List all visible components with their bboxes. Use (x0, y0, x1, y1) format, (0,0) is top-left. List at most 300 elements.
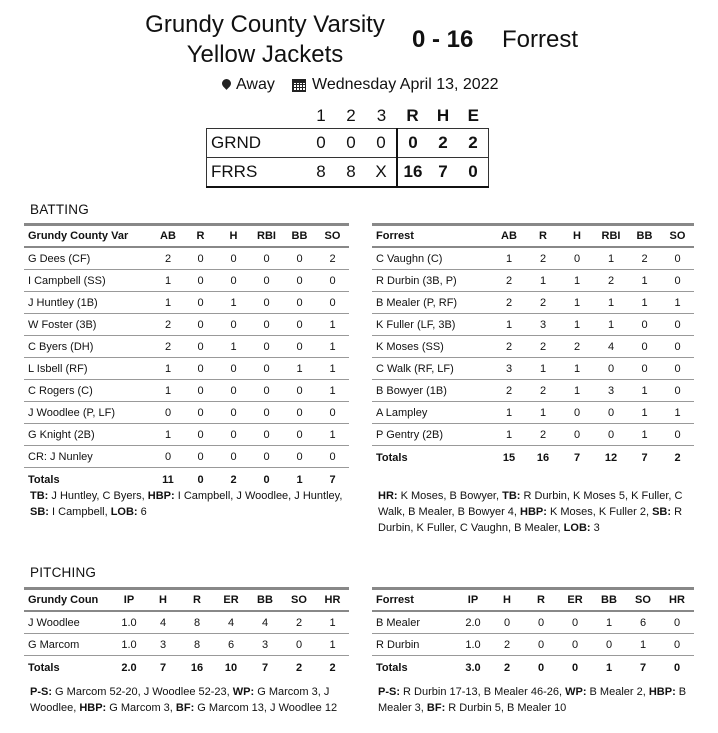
note-value: G Marcom 52-20, J Woodlee 52-23, (52, 686, 233, 698)
totals-label: Totals (28, 473, 60, 486)
stat-cell: 1 (316, 336, 349, 358)
player-name: P Gentry (2B) (372, 424, 492, 446)
stat-cell: 1 (628, 380, 661, 402)
note-value: G Marcom 13, J Woodlee 12 (194, 702, 338, 714)
note-key: P-S: (30, 686, 52, 698)
batting-table-away (372, 223, 694, 469)
stat-cell: 4 (248, 611, 282, 634)
stat-column-header: R (184, 225, 217, 248)
stat-cell: 1 (316, 634, 349, 656)
stat-cell: 2 (526, 292, 560, 314)
stat-cell: 2 (490, 634, 524, 656)
stat-cell: 1 (283, 358, 316, 380)
stat-cell: 1 (316, 611, 349, 634)
linescore-cell: 2 (428, 129, 458, 158)
note-value: K Moses, B Bowyer, (397, 490, 503, 502)
player-name: K Moses (SS) (372, 336, 492, 358)
player-name: B Mealer (P, RF) (372, 292, 492, 314)
stat-cell: 0 (661, 336, 694, 358)
note-key: HBP: (79, 702, 107, 714)
stat-column-header: SO (316, 225, 349, 248)
stat-cell: 1 (594, 247, 628, 270)
table-row (372, 292, 694, 314)
home-team-name (120, 10, 410, 70)
linescore-header-cell (207, 104, 307, 129)
stat-cell: 0 (250, 314, 283, 336)
totals-cell: 2 (295, 661, 303, 674)
table-row (24, 247, 349, 270)
totals-cell: 2 (230, 473, 237, 486)
note-key: WP: (565, 686, 587, 698)
linescore-team-abbr: FRRS (207, 158, 307, 188)
stat-cell: 2 (492, 270, 526, 292)
batting-notes-away (378, 488, 690, 536)
stat-cell: 1 (594, 314, 628, 336)
stat-column-header: BB (592, 589, 626, 612)
pitching-section-title: PITCHING (30, 565, 97, 580)
stat-column-header: H (560, 225, 594, 248)
stat-cell: 0 (152, 446, 184, 468)
stat-cell: 0 (558, 634, 592, 656)
note-value: I Campbell, (48, 506, 111, 518)
linescore-cell: 0 (306, 129, 336, 158)
stat-column-header: IP (112, 589, 146, 612)
linescore-cell: 16 (397, 158, 428, 188)
stat-cell: 0 (184, 358, 217, 380)
stat-cell: 1 (628, 402, 661, 424)
stat-cell: 0 (661, 380, 694, 402)
linescore-row (207, 158, 489, 188)
batting-table-home (24, 223, 349, 491)
stat-cell: 0 (560, 247, 594, 270)
stat-cell: 0 (660, 611, 694, 634)
linescore-header-cell: H (436, 106, 450, 125)
note-key: WP: (232, 686, 255, 698)
stat-cell: 1 (217, 292, 250, 314)
stat-cell: 0 (628, 336, 661, 358)
stat-cell: 1 (316, 358, 349, 380)
pitching-notes-away (378, 684, 690, 716)
pitching-notes-home (30, 684, 346, 716)
team-column-header: Forrest (372, 225, 492, 248)
linescore-cell: 0 (458, 158, 489, 188)
stat-column-header: BB (628, 225, 661, 248)
pitching-table-away (372, 587, 694, 679)
note-value: G Marcom 3, (106, 702, 176, 714)
home-team-line2: Yellow Jackets (186, 41, 344, 68)
stat-cell: 0 (217, 380, 250, 402)
totals-cell: 2 (329, 661, 336, 674)
stat-column-header: RBI (594, 225, 628, 248)
totals-cell: 15 (502, 451, 516, 464)
note-value: K Moses, K Fuller 2, (546, 506, 653, 518)
table-row (372, 336, 694, 358)
player-name: I Campbell (SS) (24, 270, 152, 292)
note-key: TB: (502, 490, 521, 502)
totals-row (372, 446, 694, 470)
stat-cell: 1.0 (112, 611, 146, 634)
table-row (372, 424, 694, 446)
stat-column-header: ER (214, 589, 248, 612)
stat-cell: 2 (594, 270, 628, 292)
stat-cell: 0 (250, 358, 283, 380)
linescore-header-cell: R (406, 106, 419, 125)
stat-cell: 2 (526, 380, 560, 402)
table-row (372, 634, 694, 656)
stat-cell: 0 (217, 402, 250, 424)
stat-cell: 0 (283, 446, 316, 468)
player-name: L Isbell (RF) (24, 358, 152, 380)
stat-cell: 2 (526, 247, 560, 270)
player-name: R Durbin (372, 634, 456, 656)
table-row (372, 358, 694, 380)
table-row (24, 270, 349, 292)
stat-cell: 2 (152, 314, 184, 336)
table-row (24, 314, 349, 336)
stat-column-header: R (524, 589, 558, 612)
totals-cell: 0 (537, 661, 545, 674)
stat-cell: 0 (184, 247, 217, 270)
stat-cell: 0 (184, 424, 217, 446)
linescore-row (207, 129, 489, 158)
stat-cell: 0 (594, 358, 628, 380)
note-key: BF: (426, 702, 446, 714)
table-row (24, 402, 349, 424)
stat-cell: 0 (250, 270, 283, 292)
stat-column-header: H (217, 225, 250, 248)
stat-cell: 0 (283, 247, 316, 270)
stat-cell: 1 (526, 358, 560, 380)
table-row (372, 270, 694, 292)
table-row (372, 380, 694, 402)
totals-cell: 7 (261, 661, 269, 674)
stat-cell: 1.0 (112, 634, 146, 656)
stat-cell: 0 (661, 314, 694, 336)
table-row (24, 424, 349, 446)
stat-column-header: R (526, 225, 560, 248)
stat-cell: 4 (214, 611, 248, 634)
linescore-header-cell: 3 (376, 106, 387, 125)
stat-cell: 0 (152, 402, 184, 424)
stat-cell: 0 (184, 292, 217, 314)
stat-cell: 1 (592, 611, 626, 634)
totals-cell: 10 (224, 661, 238, 674)
linescore-cell: 7 (428, 158, 458, 188)
stat-cell: 1 (594, 292, 628, 314)
stat-cell: 0 (628, 358, 661, 380)
totals-cell: 0 (263, 473, 270, 486)
stat-cell: 2.0 (456, 611, 490, 634)
stat-cell: 1 (152, 380, 184, 402)
stat-cell: 8 (180, 611, 214, 634)
stat-cell: 2 (526, 424, 560, 446)
table-row (24, 358, 349, 380)
player-name: G Dees (CF) (24, 247, 152, 270)
player-name: CR: J Nunley (24, 446, 152, 468)
linescore-cell: X (366, 158, 397, 188)
player-name: B Bowyer (1B) (372, 380, 492, 402)
stat-cell: 0 (524, 634, 558, 656)
note-value: B Mealer 3, (378, 686, 687, 714)
stat-column-header: AB (492, 225, 526, 248)
totals-cell: 0 (673, 661, 681, 674)
totals-cell: 2.0 (121, 661, 137, 674)
linescore-cell: 2 (458, 129, 489, 158)
stat-cell: 2 (152, 247, 184, 270)
stat-cell: 0 (660, 634, 694, 656)
player-name: C Walk (RF, LF) (372, 358, 492, 380)
note-key: LOB: (110, 506, 138, 518)
table-row (24, 336, 349, 358)
note-value: I Campbell, J Woodlee, J Huntley, (174, 490, 343, 502)
table-row (24, 380, 349, 402)
stat-cell: 0 (184, 446, 217, 468)
stat-cell: 1 (492, 247, 526, 270)
stat-column-header: IP (456, 589, 490, 612)
player-name: J Woodlee (24, 611, 112, 634)
stat-cell: 6 (214, 634, 248, 656)
stat-column-header: BB (248, 589, 282, 612)
stat-cell: 1 (560, 358, 594, 380)
linescore-cell: 0 (366, 129, 397, 158)
table-row (24, 634, 349, 656)
note-value: R Durbin, K Moses 5, K Fuller, C Walk, B Mealer, B Bowyer 4, (378, 490, 683, 518)
team-column-header: Grundy County Var (24, 225, 152, 248)
totals-cell: 0 (197, 473, 204, 486)
stat-column-header: BB (283, 225, 316, 248)
totals-cell: 12 (604, 451, 618, 464)
note-key: HBP: (520, 506, 547, 518)
calendar-icon (292, 79, 306, 92)
stat-cell: 0 (661, 358, 694, 380)
stat-cell: 4 (146, 611, 180, 634)
table-row (372, 314, 694, 336)
note-key: SB: (652, 506, 672, 518)
team-column-header: Forrest (372, 589, 456, 612)
stat-cell: 0 (184, 314, 217, 336)
linescore-team-abbr: GRND (207, 129, 307, 158)
player-name: R Durbin (3B, P) (372, 270, 492, 292)
player-name: C Rogers (C) (24, 380, 152, 402)
stat-cell: 0 (217, 358, 250, 380)
game-date: Wednesday April 13, 2022 (312, 76, 499, 93)
stat-cell: 0 (250, 402, 283, 424)
stat-cell: 1 (492, 314, 526, 336)
totals-cell: 16 (190, 661, 204, 674)
linescore-cell: 8 (306, 158, 336, 188)
stat-cell: 1 (152, 424, 184, 446)
stat-cell: 3 (146, 634, 180, 656)
stat-column-header: SO (661, 225, 694, 248)
map-pin-icon (220, 77, 233, 90)
note-key: TB: (30, 490, 49, 502)
note-value: B Mealer 2, (586, 686, 649, 698)
stat-cell: 0 (217, 247, 250, 270)
stat-cell: 2 (152, 336, 184, 358)
stat-column-header: H (490, 589, 524, 612)
stat-column-header: SO (626, 589, 660, 612)
stat-cell: 0 (283, 424, 316, 446)
stat-cell: 0 (316, 446, 349, 468)
stat-column-header: H (146, 589, 180, 612)
stat-cell: 8 (180, 634, 214, 656)
stat-column-header: HR (660, 589, 694, 612)
totals-cell: 11 (162, 473, 174, 486)
stat-cell: 1 (316, 314, 349, 336)
stat-cell: 2 (282, 611, 316, 634)
stat-cell: 0 (661, 424, 694, 446)
stat-cell: 1 (526, 402, 560, 424)
note-key: HBP: (648, 686, 676, 698)
stat-cell: 1.0 (456, 634, 490, 656)
table-row (372, 402, 694, 424)
totals-label: Totals (376, 661, 408, 674)
stat-cell: 0 (184, 270, 217, 292)
totals-cell: 3.0 (465, 661, 481, 674)
stat-cell: 0 (594, 424, 628, 446)
note-key: LOB: (563, 522, 591, 534)
player-name: J Woodlee (P, LF) (24, 402, 152, 424)
note-value: R Durbin 5, B Mealer 10 (445, 702, 567, 714)
stat-cell: 0 (184, 402, 217, 424)
stat-cell: 2 (560, 336, 594, 358)
stat-cell: 2 (526, 336, 560, 358)
linescore-cell: 0 (336, 129, 366, 158)
stat-cell: 0 (184, 380, 217, 402)
stat-cell: 0 (661, 270, 694, 292)
stat-column-header: R (180, 589, 214, 612)
totals-cell: 7 (329, 473, 336, 486)
player-name: B Mealer (372, 611, 456, 634)
totals-cell: 7 (639, 661, 647, 674)
stat-cell: 0 (250, 292, 283, 314)
totals-cell: 2 (674, 451, 681, 464)
linescore-table (206, 104, 489, 188)
note-key: P-S: (378, 686, 400, 698)
stat-cell: 2 (492, 380, 526, 402)
player-name: C Byers (DH) (24, 336, 152, 358)
stat-cell: 0 (283, 336, 316, 358)
pitching-table-home (24, 587, 349, 679)
note-key: BF: (175, 702, 195, 714)
note-value: R Durbin, K Fuller, C Vaughn, B Mealer, (378, 506, 683, 534)
stat-cell: 3 (526, 314, 560, 336)
stat-cell: 4 (594, 336, 628, 358)
note-value: 6 (137, 506, 147, 518)
totals-cell: 7 (573, 451, 581, 464)
stat-cell: 1 (492, 424, 526, 446)
stat-cell: 1 (661, 402, 694, 424)
player-name: C Vaughn (C) (372, 247, 492, 270)
player-name: W Foster (3B) (24, 314, 152, 336)
stat-cell: 1 (526, 270, 560, 292)
home-team-line1: Grundy County Varsity (145, 11, 385, 38)
stat-cell: 1 (661, 292, 694, 314)
stat-cell: 0 (283, 270, 316, 292)
stat-cell: 0 (250, 424, 283, 446)
totals-cell: 2 (503, 661, 511, 674)
stat-cell: 0 (250, 380, 283, 402)
stat-cell: 1 (560, 270, 594, 292)
linescore-header-cell: 1 (316, 106, 326, 125)
stat-cell: 1 (316, 380, 349, 402)
stat-cell: 0 (283, 402, 316, 424)
stat-cell: 1 (626, 634, 660, 656)
player-name: G Knight (2B) (24, 424, 152, 446)
batting-section-title: BATTING (30, 202, 89, 217)
stat-column-header: SO (282, 589, 316, 612)
table-row (372, 611, 694, 634)
stat-cell: 2 (492, 292, 526, 314)
stat-cell: 0 (217, 270, 250, 292)
stat-cell: 0 (661, 247, 694, 270)
stat-cell: 0 (217, 314, 250, 336)
totals-cell: 0 (571, 661, 579, 674)
game-location: Away (236, 76, 275, 93)
player-name: J Huntley (1B) (24, 292, 152, 314)
stat-cell: 1 (560, 380, 594, 402)
note-key: HBP: (147, 490, 175, 502)
player-name: A Lampley (372, 402, 492, 424)
totals-cell: 16 (536, 451, 550, 464)
totals-cell: 7 (159, 661, 167, 674)
totals-cell: 1 (605, 661, 613, 674)
linescore-cell: 8 (336, 158, 366, 188)
stat-cell: 0 (594, 402, 628, 424)
stat-cell: 1 (560, 314, 594, 336)
stat-cell: 6 (626, 611, 660, 634)
stat-cell: 0 (560, 402, 594, 424)
stat-cell: 0 (283, 314, 316, 336)
totals-cell: 1 (296, 473, 303, 486)
stat-cell: 0 (250, 247, 283, 270)
final-score: 0 - 16 (412, 26, 474, 53)
totals-label: Totals (376, 451, 408, 464)
stat-cell: 1 (316, 424, 349, 446)
away-team-name: Forrest (502, 26, 579, 53)
stat-cell: 2 (628, 247, 661, 270)
player-name: K Fuller (LF, 3B) (372, 314, 492, 336)
stat-cell: 0 (316, 292, 349, 314)
stat-cell: 2 (492, 336, 526, 358)
stat-cell: 1 (628, 270, 661, 292)
batting-notes-home (30, 488, 346, 520)
stat-column-header: ER (558, 589, 592, 612)
stat-cell: 0 (316, 270, 349, 292)
stat-cell: 3 (248, 634, 282, 656)
note-value: G Marcom 3, J Woodlee, (30, 686, 330, 714)
stat-cell: 0 (282, 634, 316, 656)
stat-cell: 0 (592, 634, 626, 656)
note-value: 3 (590, 522, 600, 534)
stat-cell: 1 (217, 336, 250, 358)
stat-cell: 3 (492, 358, 526, 380)
table-row (372, 247, 694, 270)
stat-column-header: AB (152, 225, 184, 248)
totals-label: Totals (28, 661, 60, 674)
player-name: G Marcom (24, 634, 112, 656)
stat-cell: 0 (316, 402, 349, 424)
stat-cell: 1 (628, 292, 661, 314)
stat-cell: 0 (490, 611, 524, 634)
stat-cell: 0 (558, 611, 592, 634)
table-row (24, 446, 349, 468)
stat-cell: 1 (628, 424, 661, 446)
table-row (24, 611, 349, 634)
note-value: J Huntley, C Byers, (48, 490, 148, 502)
stat-column-header: RBI (250, 225, 283, 248)
stat-cell: 1 (152, 292, 184, 314)
